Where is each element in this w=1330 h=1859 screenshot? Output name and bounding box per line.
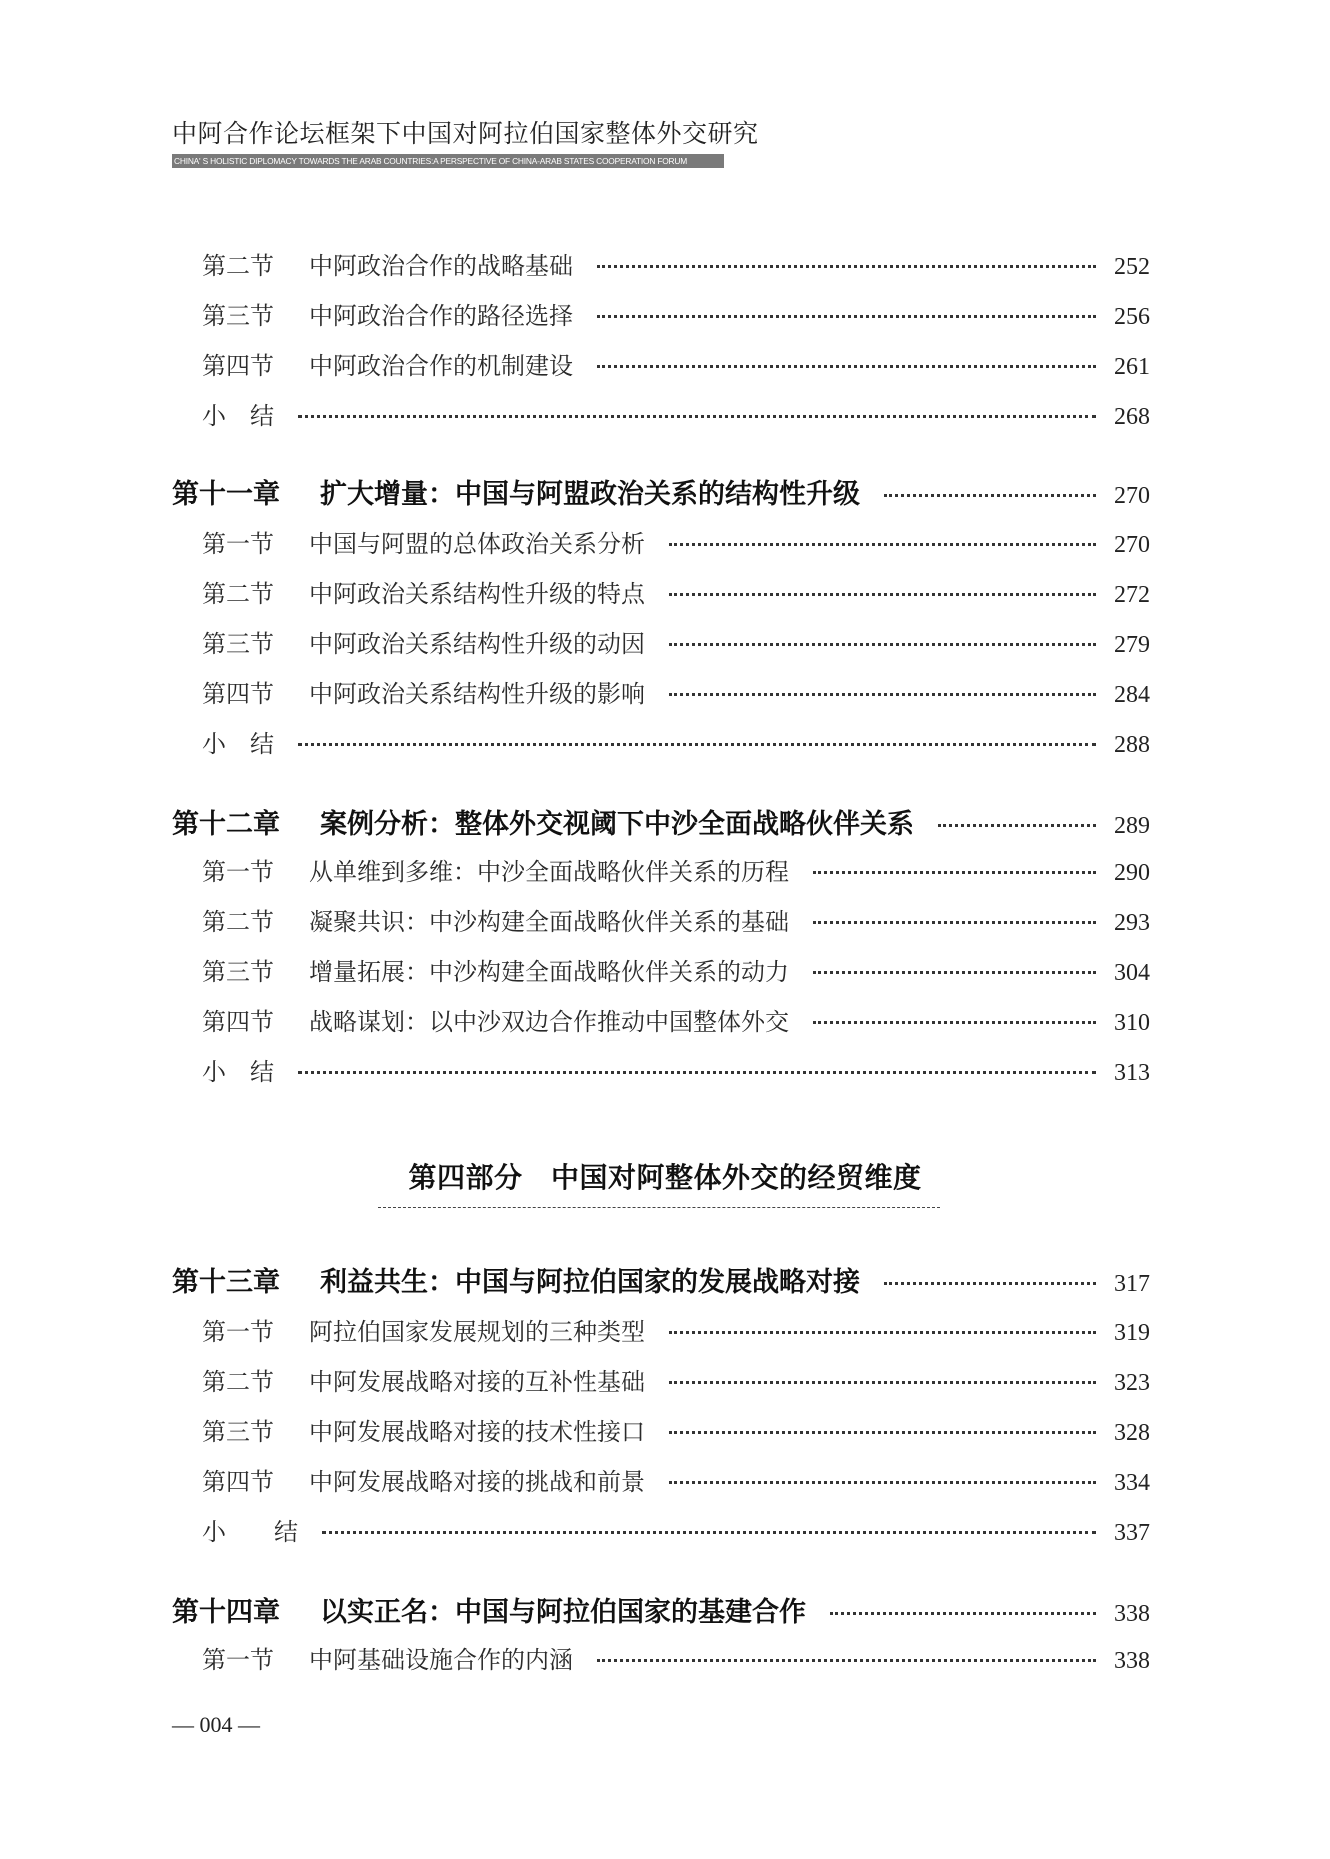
toc-entry-number: 第一节 (202, 1646, 274, 1674)
toc-entry-title: 以实正名：中国与阿拉伯国家的基建合作 (320, 1597, 806, 1628)
toc-dot-leader (597, 314, 1096, 318)
toc-entry-number: 第三节 (202, 1418, 274, 1446)
toc-entry-number: 第十一章 (172, 479, 280, 510)
toc-dot-leader (669, 1480, 1096, 1484)
toc-entry-number: 第三节 (202, 630, 274, 658)
toc-dot-leader (669, 1380, 1096, 1384)
toc-entry-title: 中阿政治关系结构性升级的影响 (309, 680, 645, 708)
toc-entry-title: 凝聚共识：中沙构建全面战略伙伴关系的基础 (309, 908, 789, 936)
toc-section-entry[interactable] (172, 902, 1150, 937)
toc-entry-title: 小 结 (202, 402, 274, 430)
toc-entry-title: 扩大增量：中国与阿盟政治关系的结构性升级 (320, 479, 860, 510)
toc-entry-page: 252 (1114, 254, 1150, 280)
toc-dot-leader (669, 1430, 1096, 1434)
toc-entry-number: 第二节 (202, 252, 274, 280)
toc-entry-page: 288 (1114, 732, 1150, 758)
toc-entry-number: 第一节 (202, 530, 274, 558)
toc-entry-title: 小 结 (202, 730, 274, 758)
toc-chapter-entry[interactable] (172, 1590, 1150, 1629)
running-header (172, 118, 759, 168)
toc-entry-title: 中国与阿盟的总体政治关系分析 (309, 530, 645, 558)
toc-section-entry[interactable] (172, 674, 1150, 709)
toc-entry-title: 中阿政治合作的机制建设 (309, 352, 573, 380)
toc-dot-leader (597, 1658, 1096, 1662)
toc-entry-title: 从单维到多维：中沙全面战略伙伴关系的历程 (309, 858, 789, 886)
toc-dot-leader (813, 1020, 1096, 1024)
toc-section-entry[interactable] (172, 1312, 1150, 1347)
toc-dot-leader (884, 1281, 1096, 1285)
toc-dot-leader (669, 592, 1096, 596)
toc-entry-title: 中阿政治合作的战略基础 (309, 252, 573, 280)
toc-entry-number: 第十二章 (172, 809, 280, 840)
toc-entry-page: 256 (1114, 304, 1150, 330)
toc-entry-number: 第一节 (202, 1318, 274, 1346)
toc-chapter-entry[interactable] (172, 472, 1150, 511)
book-title: 中阿合作论坛框架下中国对阿拉伯国家整体外交研究 (172, 119, 759, 148)
toc-entry-title: 中阿政治关系结构性升级的动因 (309, 630, 645, 658)
toc-dot-leader (597, 264, 1096, 268)
toc-entry-page: 270 (1114, 532, 1150, 558)
toc-dot-leader (669, 542, 1096, 546)
toc-entry-page: 290 (1114, 860, 1150, 886)
toc-entry-number: 第二节 (202, 580, 274, 608)
toc-entry-page: 313 (1114, 1060, 1150, 1086)
toc-section-entry[interactable] (172, 1362, 1150, 1397)
toc-dot-leader (813, 870, 1096, 874)
toc-entry-title: 增量拓展：中沙构建全面战略伙伴关系的动力 (309, 958, 789, 986)
toc-dot-leader (298, 414, 1096, 418)
toc-entry-title: 中阿发展战略对接的互补性基础 (309, 1368, 645, 1396)
toc-entry-number: 第二节 (202, 908, 274, 936)
toc-entry-page: 337 (1114, 1520, 1150, 1546)
toc-entry-number: 第十三章 (172, 1267, 280, 1298)
toc-entry-title: 中阿政治关系结构性升级的特点 (309, 580, 645, 608)
toc-dot-leader (298, 742, 1096, 746)
toc-entry-title: 中阿发展战略对接的挑战和前景 (309, 1468, 645, 1496)
toc-entry-number: 第三节 (202, 302, 274, 330)
toc-entry-title: 中阿发展战略对接的技术性接口 (309, 1418, 645, 1446)
toc-dot-leader (298, 1070, 1096, 1074)
toc-entry-number: 第四节 (202, 1008, 274, 1036)
toc-section-entry[interactable] (172, 346, 1150, 381)
toc-entry-page: 272 (1114, 582, 1150, 608)
toc-section-entry[interactable] (172, 624, 1150, 659)
toc-entry-page: 261 (1114, 354, 1150, 380)
toc-entry-title: 小 结 (202, 1058, 274, 1086)
toc-entry-title: 利益共生：中国与阿拉伯国家的发展战略对接 (320, 1267, 860, 1298)
toc-section-entry[interactable] (172, 1002, 1150, 1037)
toc-entry-page: 268 (1114, 404, 1150, 430)
toc-entry-page: 338 (1114, 1601, 1150, 1627)
toc-dot-leader (884, 493, 1096, 497)
book-subtitle-english: CHINA' S HOLISTIC DIPLOMACY TOWARDS THE ARAB COUNTRIES:A PERSPECTIVE OF CHINA-ARAB STATES COOPERATION FORUM (172, 154, 724, 168)
toc-entry-title: 战略谋划：以中沙双边合作推动中国整体外交 (309, 1008, 789, 1036)
toc-entry-page: 279 (1114, 632, 1150, 658)
toc-dot-leader (830, 1611, 1096, 1615)
toc-entry-page: 317 (1114, 1271, 1150, 1297)
toc-entry-page: 310 (1114, 1010, 1150, 1036)
toc-section-entry[interactable] (172, 952, 1150, 987)
toc-summary-entry[interactable] (172, 1512, 1150, 1547)
toc-entry-number: 第十四章 (172, 1597, 280, 1628)
toc-section-entry[interactable] (172, 1462, 1150, 1497)
part-heading: 第四部分 中国对阿整体外交的经贸维度 (408, 1161, 922, 1194)
toc-entry-page: 304 (1114, 960, 1150, 986)
toc-chapter-entry[interactable] (172, 1260, 1150, 1299)
toc-entry-page: 328 (1114, 1420, 1150, 1446)
toc-section-entry[interactable] (172, 574, 1150, 609)
toc-entry-page: 270 (1114, 483, 1150, 509)
toc-dot-leader (813, 970, 1096, 974)
toc-entry-page: 323 (1114, 1370, 1150, 1396)
toc-entry-page: 334 (1114, 1470, 1150, 1496)
toc-entry-page: 284 (1114, 682, 1150, 708)
toc-entry-number: 第四节 (202, 1468, 274, 1496)
toc-entry-page: 319 (1114, 1320, 1150, 1346)
toc-entry-title: 中阿政治合作的路径选择 (309, 302, 573, 330)
toc-entry-title: 小 结 (202, 1518, 298, 1546)
toc-entry-title: 中阿基础设施合作的内涵 (309, 1646, 573, 1674)
toc-section-entry[interactable] (172, 1640, 1150, 1675)
page-number: — 004 — (172, 1712, 260, 1737)
toc-dot-leader (322, 1530, 1096, 1534)
toc-section-entry[interactable] (172, 524, 1150, 559)
toc-section-entry[interactable] (172, 1412, 1150, 1447)
toc-summary-entry[interactable] (172, 396, 1150, 431)
toc-summary-entry[interactable] (172, 1052, 1150, 1087)
toc-dot-leader (597, 364, 1096, 368)
toc-dot-leader (669, 642, 1096, 646)
toc-entry-number: 第四节 (202, 352, 274, 380)
toc-chapter-entry[interactable] (172, 802, 1150, 841)
toc-summary-entry[interactable] (172, 724, 1150, 759)
toc-entry-title: 阿拉伯国家发展规划的三种类型 (309, 1318, 645, 1346)
toc-entry-title: 案例分析：整体外交视阈下中沙全面战略伙伴关系 (320, 809, 914, 840)
toc-section-entry[interactable] (172, 246, 1150, 281)
toc-entry-number: 第四节 (202, 680, 274, 708)
toc-section-entry[interactable] (172, 852, 1150, 887)
part-heading-rule (378, 1207, 940, 1208)
toc-dot-leader (669, 692, 1096, 696)
toc-entry-number: 第二节 (202, 1368, 274, 1396)
toc-entry-page: 289 (1114, 813, 1150, 839)
toc-dot-leader (813, 920, 1096, 924)
toc-dot-leader (669, 1330, 1096, 1334)
toc-entry-number: 第三节 (202, 958, 274, 986)
toc-entry-number: 第一节 (202, 858, 274, 886)
toc-section-entry[interactable] (172, 296, 1150, 331)
toc-entry-page: 293 (1114, 910, 1150, 936)
toc-dot-leader (938, 823, 1096, 827)
toc-entry-page: 338 (1114, 1648, 1150, 1674)
